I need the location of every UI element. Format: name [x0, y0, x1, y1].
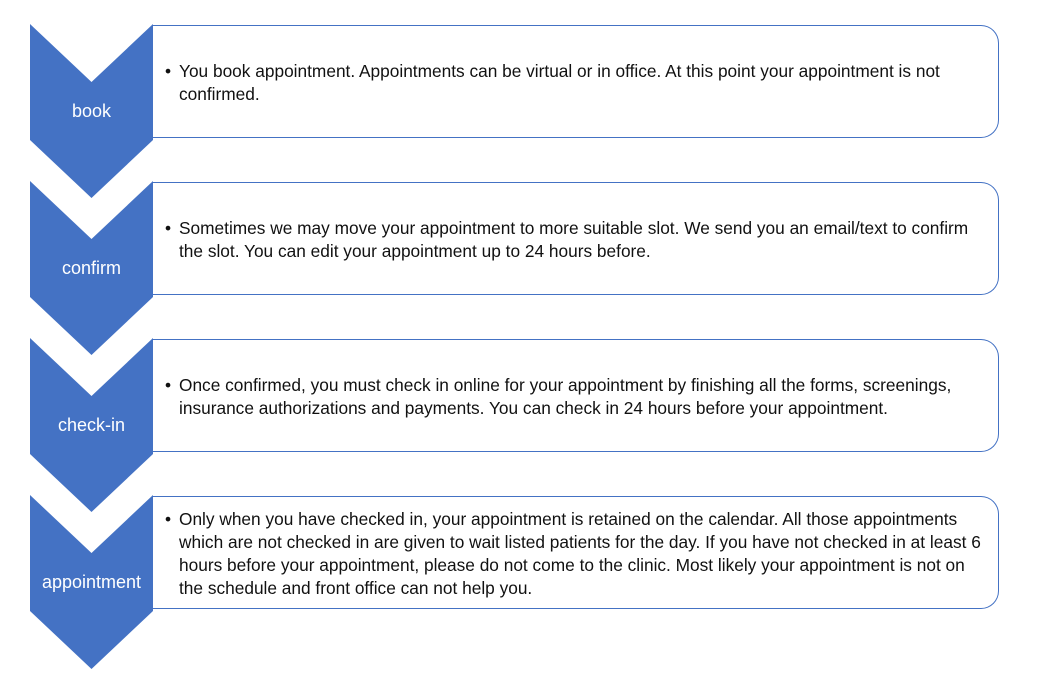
step-label: confirm [61, 258, 121, 278]
step-description-box [153, 25, 999, 138]
step-description-box [153, 496, 999, 609]
step-description [165, 374, 990, 420]
bullet-icon: • [165, 61, 172, 81]
step-description-box [153, 339, 999, 452]
step-label: book [71, 101, 112, 121]
step-label: appointment [41, 572, 142, 592]
step-label: check-in [57, 415, 126, 435]
bullet-icon: • [165, 375, 172, 395]
step-description [165, 217, 990, 263]
step-description [165, 508, 990, 600]
step-chevron [30, 338, 153, 512]
step-chevron [30, 24, 153, 198]
step-description-box [153, 182, 999, 295]
step-chevron [30, 495, 153, 669]
bullet-icon: • [165, 218, 172, 238]
bullet-icon: • [165, 509, 172, 529]
step-description-text: Once confirmed, you must check in online for your appointment by finishing all the forms, screenings, insurance authorizations and payments. You can check in 24 hours before your appointment. [179, 375, 952, 418]
step-description-text: Only when you have checked in, your appointment is retained on the calendar. All those appointments which are not checked in are given to wait listed patients for the day. If you have not checked in at least 6 hours before your appointment, please do not come to the clinic. Most likely your appointment is not on the schedule and front office can not help you. [179, 509, 981, 598]
step-description [165, 60, 990, 106]
step-description-text: Sometimes we may move your appointment to more suitable slot. We send you an email/text to confirm the slot. You can edit your appointment up to 24 hours before. [179, 218, 969, 261]
step-chevron [30, 181, 153, 355]
step-description-text: You book appointment. Appointments can be virtual or in office. At this point your appointment is not confirmed. [179, 61, 940, 104]
